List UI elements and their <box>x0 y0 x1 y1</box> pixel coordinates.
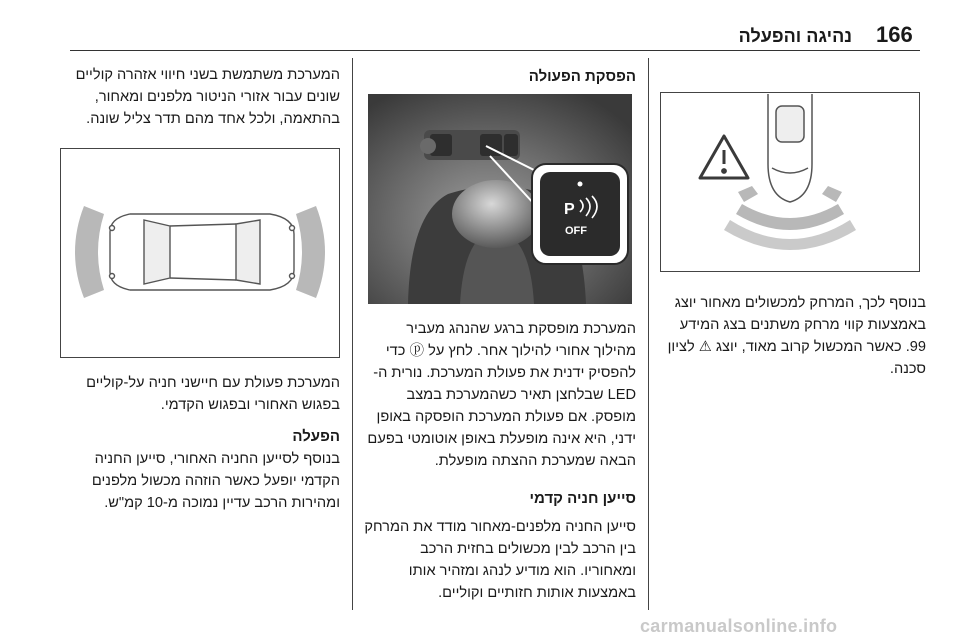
header-divider <box>70 50 920 51</box>
front-rear-sensor-illustration <box>60 148 340 358</box>
off-label: OFF <box>565 225 587 237</box>
section-heading-front-assist: סייען חניה קדמי <box>529 490 636 507</box>
acoustic-signals-description: המערכת משתמשת בשני חיווי אזהרה קוליים שונים עבור אזורי הניטור מלפנים ומאחור, בהתאמה, ולכל אחד מהם תדר צליל שונה. <box>75 67 340 127</box>
column-divider-left <box>352 58 353 610</box>
section-heading-deactivation: הפסקת הפעולה <box>528 68 636 85</box>
console-photo <box>368 94 632 304</box>
car-top-view <box>110 214 295 290</box>
page-title: נהיגה והפעלה <box>738 26 852 46</box>
park-p-icon: P <box>564 201 575 218</box>
activation-description: בנוסף לסייען החניה האחורי, סייען החניה הקדמי יופעל כאשר הוזהה מכשול מלפנים ומהירות הרכב עדיין נמוכה מ-10 קמ"ש. <box>91 451 340 511</box>
right-column-text <box>660 292 926 380</box>
console-photo-drawing <box>368 94 632 304</box>
footer-watermark: carmanualsonline.info <box>640 616 838 636</box>
led-indicator-icon <box>578 182 583 187</box>
car-outline <box>768 94 812 202</box>
page-header <box>0 0 960 56</box>
middle-column-text <box>364 318 636 604</box>
sensors-description: המערכת פעולת עם חיישני חניה על-קוליים בפגוש האחורי ובפגוש הקדמי. <box>86 375 340 413</box>
rear-sensor-diagram <box>660 92 920 272</box>
left-column-intro <box>60 64 340 130</box>
column-divider-right <box>648 58 649 610</box>
page-number: 166 <box>876 22 913 47</box>
middle-column-heading-top <box>364 66 636 88</box>
front-assist-description: סייען החניה מלפנים-מאחור מודד את המרחק בין הרכב לבין מכשולים בחזית הרכב ומאחוריו. הוא מודיע לנהג ומזהיר אותו באמצעות אותות חזותיים וקוליים. <box>364 519 636 601</box>
section-heading-activation: הפעלה <box>292 428 340 445</box>
display-description: בנוסף לכך, המרחק למכשולים מאחור יוצג באמצעות קווי מרחק משתנים בצג המידע 99. כאשר המכשול קרוב מאוד, יוצג ⚠ לציון סכנה. <box>667 295 926 377</box>
rear-sensor-illustration <box>660 92 920 272</box>
car-sensors-diagram <box>60 148 340 358</box>
deactivation-description: המערכת מופסקת ברגע שהנהג מעביר מהילוך אחורי להילוך אחר. לחץ על ⓟ כדי להפסיק ידנית את פעולת המערכת. נורית ה-LED שבלחצן תאיר כשהמערכת במצב מופסק. אם פעולת המערכת הופסקה באופן ידני, היא אינה מופעלת באופן אוטומטי בפעם הבאה שמערכת ההצתה מופעלת. <box>367 321 636 469</box>
gear-knob <box>452 180 540 248</box>
left-column-text <box>60 372 340 514</box>
